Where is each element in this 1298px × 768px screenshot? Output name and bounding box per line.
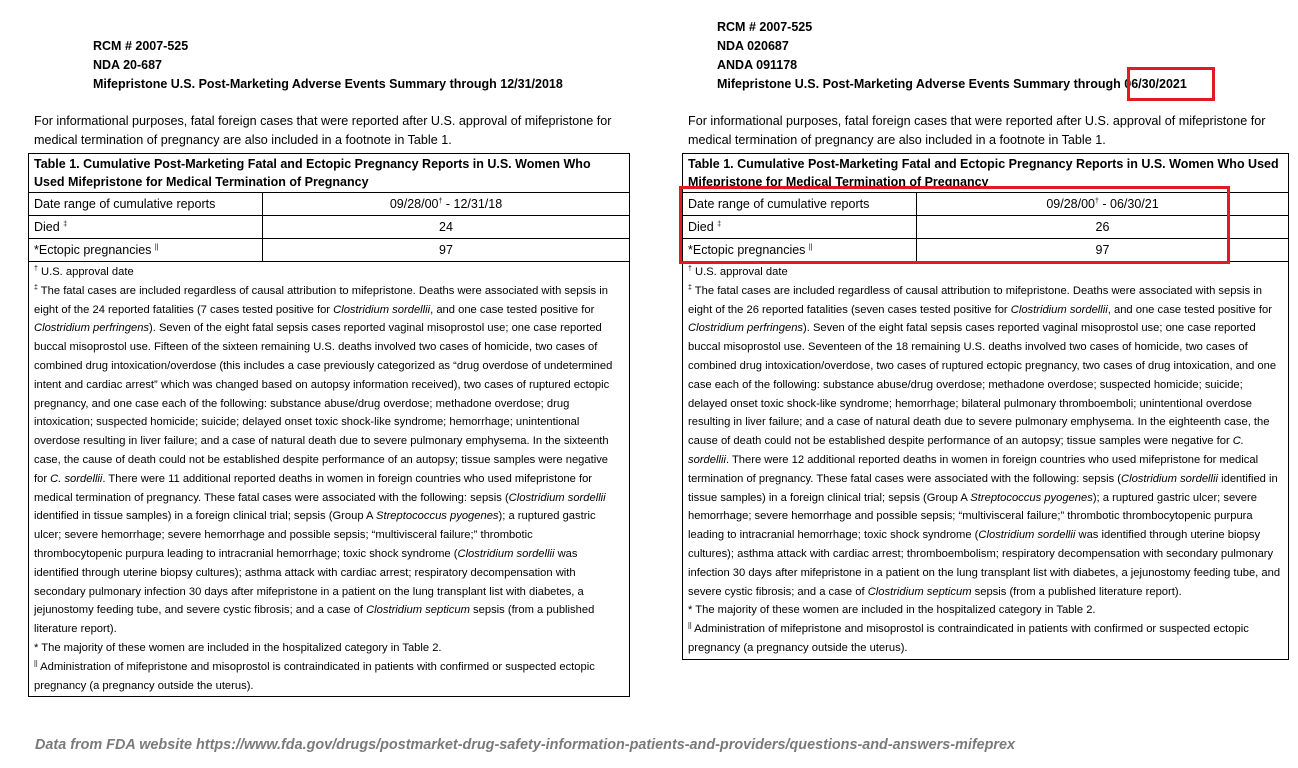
left-row-died-value: 24 [263, 216, 630, 239]
left-table-footnotes [29, 262, 630, 697]
right-rcm-number: RCM # 2007-525 [717, 20, 813, 34]
highlight-box-date [1127, 67, 1215, 101]
right-row-ectopic-label: *Ectopic pregnancies || [683, 239, 917, 262]
left-row-ectopic-label: *Ectopic pregnancies || [29, 239, 263, 262]
left-nda-number: NDA 20-687 [93, 58, 163, 72]
left-table-1 [28, 153, 630, 697]
table-row [29, 239, 630, 262]
right-note-approval: † U.S. approval date [688, 265, 788, 278]
left-summary-title: Mifepristone U.S. Post-Marketing Adverse Events Summary through 12/31/2018 [93, 77, 563, 91]
source-caption: Data from FDA website https://www.fda.gov/drugs/postmarket-drug-safety-information-patients-and-providers/questions-and-answers-mifeprex [35, 737, 1016, 753]
left-row-date-label: Date range of cumulative reports [29, 193, 263, 216]
right-note-fatal: ‡ The fatal cases are included regardless of causal attribution to mifepristone. Deaths were associated with sepsis in eight of the 26 reported fatalities (seven cases tested positive for Clostridium sordellii, and one case tested positive for Clostridium perfringens). Seven of the eight fatal sepsis cases reported vaginal misoprostol use; one case reported buccal misoprostol use. Seventeen of the 18 remaining U.S. deaths involved two cases of homicide, two cases of combined drug intoxication/overdose, two cases of ruptured ectopic pregnancy, two cases of drug intoxication, and one case each of the following: substance abuse/drug overdose; methadone overdose; suspected homicide; suicide; delayed onset toxic shock-like syndrome; hemorrhage; bilateral pulmonary thromboemboli; unintentional overdose resulting in liver failure; and a case of natural death due to severe pulmonary emphysema. In the eighteenth case, the cause of death could not be established despite performance of an autopsy; tissue samples were negative for C. sordellii. There were 12 additional reported deaths in women in foreign countries who used mifepristone for medical termination of pregnancy. These fatal cases were associated with the following: sepsis (Clostridium sordellii identified in tissue samples) in a foreign clinical trial; sepsis (Group A Streptococcus pyogenes); a ruptured gastric ulcer; severe hemorrhage; severe hemorrhage and possible sepsis; “multivisceral failure;” thrombotic thrombocytopenic purpura leading to intracranial hemorrhage; toxic shock syndrome (Clostridium sordellii was identified through uterine biopsy cultures); asthma attack with cardiac arrest; thromboembolism; respiratory decompensation with secondary pulmonary infection 30 days after mifepristone in a patient on the lung transplant list with diabetes, a jejunostomy feeding tube, and severe cystic fibrosis; and a case of Clostridium septicum sepsis (from a published literature report). [688, 284, 1281, 598]
left-note-hospitalized: * The majority of these women are included in the hospitalized category in Table 2. [34, 641, 442, 654]
left-rcm-number: RCM # 2007-525 [93, 39, 189, 53]
left-summary-date: 12/31/2018 [500, 77, 563, 91]
right-row-died-label: Died ‡ [683, 216, 917, 239]
right-note-hospitalized: * The majority of these women are included in the hospitalized category in Table 2. [688, 604, 1096, 617]
right-document-header [717, 18, 1187, 94]
right-row-date-value: 09/28/00† - 06/30/21 [917, 193, 1289, 216]
left-document-header [93, 37, 563, 94]
right-row-ectopic-value: 97 [917, 239, 1289, 262]
right-nda-number: NDA 020687 [717, 39, 789, 53]
right-table-caption: Table 1. Cumulative Post-Marketing Fatal and Ectopic Pregnancy Reports in U.S. Women Who Used Mifepristone for Medical Termination of Pregnancy [683, 154, 1289, 193]
right-table-footnotes [683, 262, 1289, 660]
left-row-died-label: Died ‡ [29, 216, 263, 239]
right-row-date-label: Date range of cumulative reports [683, 193, 917, 216]
highlight-box-table-rows [679, 186, 1230, 264]
table-row [29, 193, 630, 216]
left-note-contraindicated: || Administration of mifepristone and misoprostol is contraindicated in patients with confirmed or suspected ectopic pregnancy (a pregnancy outside the uterus). [34, 660, 595, 692]
right-anda-number: ANDA 091178 [717, 58, 798, 72]
right-note-contraindicated: || Administration of mifepristone and misoprostol is contraindicated in patients with confirmed or suspected ectopic pregnancy (a pregnancy outside the uterus). [688, 622, 1249, 654]
left-row-date-value: 09/28/00† - 12/31/18 [263, 193, 630, 216]
table-row [29, 216, 630, 239]
right-row-died-value: 26 [917, 216, 1289, 239]
left-note-approval: † U.S. approval date [34, 265, 134, 278]
left-intro-paragraph: For informational purposes, fatal foreign cases that were reported after U.S. approval of mifepristone for medical termination of pregnancy are also included in a footnote in Table 1. [34, 114, 612, 147]
left-row-ectopic-value: 97 [263, 239, 630, 262]
left-note-fatal: ‡ The fatal cases are included regardless of causal attribution to mifepristone. Deaths were associated with sepsis in eight of the 24 reported fatalities (7 cases tested positive for Clostridium sordellii, and one case tested positive for Clostridium perfringens). Seven of the eight fatal sepsis cases reported vaginal misoprostol use; one case reported buccal misoprostol use. Fifteen of the sixteen remaining U.S. deaths involved two cases of homicide, two cases of combined drug intoxication/overdose (this includes a case previously categorized as “drug overdose of undetermined intent and cardiac arrest” which was changed based on autopsy information received), two cases of ruptured ectopic pregnancy, and one case each of the following: substance abuse/drug overdose; methadone overdose; drug intoxication; suspected homicide; suicide; delayed onset toxic shock-like syndrome; hemorrhage; unintentional overdose resulting in liver failure; and a case of natural death due to severe pulmonary emphysema. In the sixteenth case, the cause of death could not be established despite performance of an autopsy; tissue samples were negative for C. sordellii. There were 11 additional reported deaths in women in foreign countries who used mifepristone for medical termination of pregnancy. These fatal cases were associated with the following: sepsis (Clostridium sordellii identified in tissue samples) in a foreign clinical trial; sepsis (Group A Streptococcus pyogenes); a ruptured gastric ulcer; severe hemorrhage; severe hemorrhage and possible sepsis; “multivisceral failure;” thrombotic thrombocytopenic purpura leading to intracranial hemorrhage; toxic shock syndrome (Clostridium sordellii was identified through uterine biopsy cultures); asthma attack with cardiac arrest; respiratory decompensation with secondary pulmonary infection 30 days after mifepristone in a patient on the lung transplant list with diabetes, a jejunostomy feeding tube, and severe cystic fibrosis; and a case of Clostridium septicum sepsis (from a published literature report). [34, 284, 613, 636]
right-summary-title: Mifepristone U.S. Post-Marketing Adverse Events Summary through 06/30/2021 [717, 77, 1187, 91]
right-intro-paragraph: For informational purposes, fatal foreign cases that were reported after U.S. approval of mifepristone for medical termination of pregnancy are also included in a footnote in Table 1. [688, 114, 1266, 147]
left-table-caption: Table 1. Cumulative Post-Marketing Fatal and Ectopic Pregnancy Reports in U.S. Women Who Used Mifepristone for Medical Termination of Pregnancy [29, 154, 630, 193]
right-summary-date: 06/30/2021 [1124, 77, 1187, 91]
